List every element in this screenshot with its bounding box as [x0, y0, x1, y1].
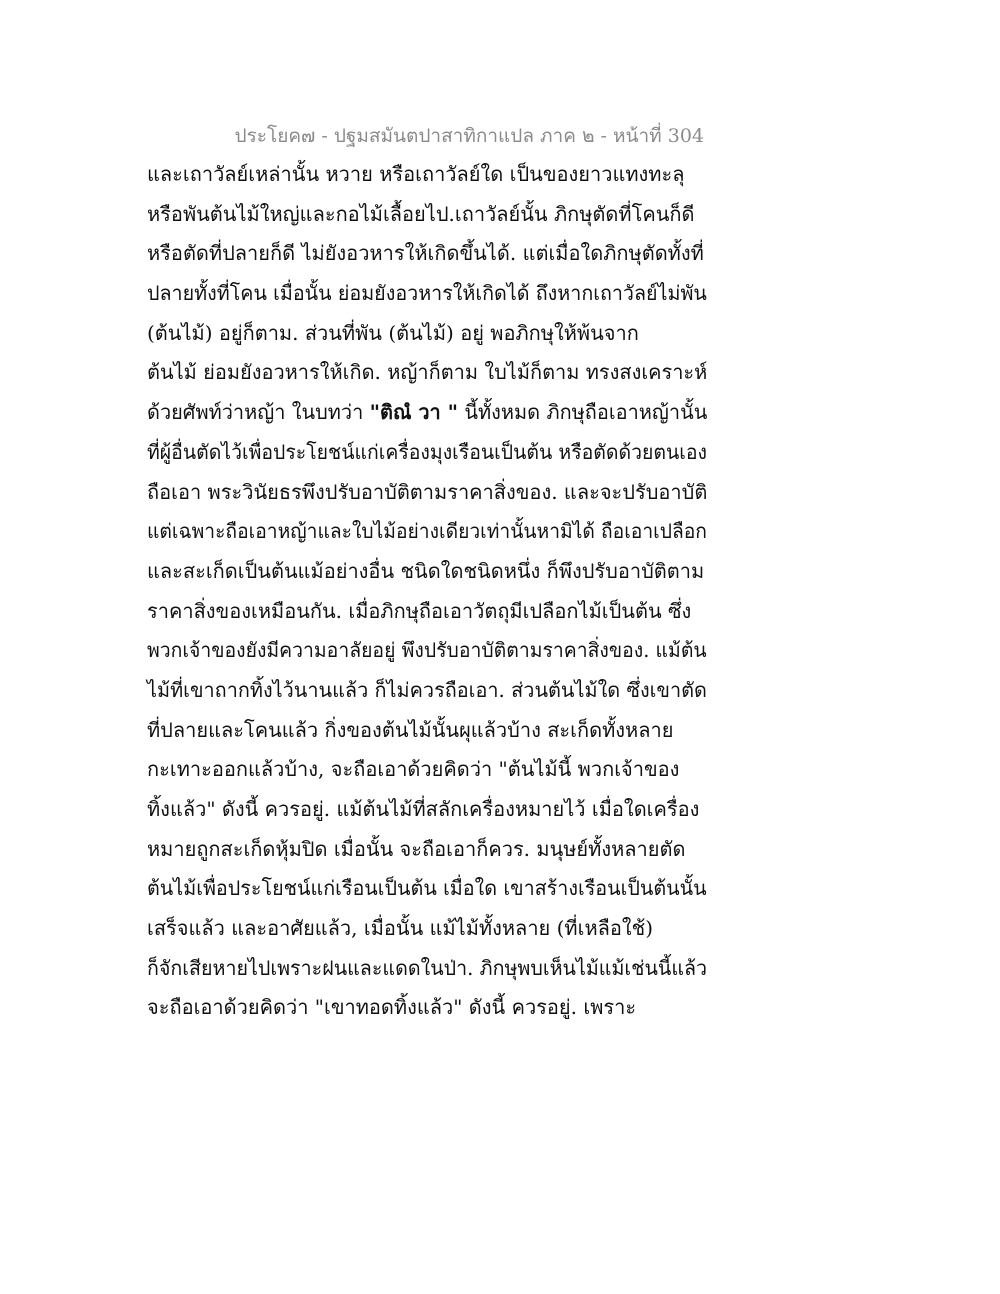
- text-segment: ด้วยศัพท์ว่าหญ้า ในบทว่า: [147, 400, 370, 425]
- text-line: ก็จักเสียหายไปเพราะฝนและแดดในป่า. ภิกษุพบเห็นไม้แม้เช่นนี้แล้ว: [147, 955, 708, 980]
- text-line: แต่เฉพาะถือเอาหญ้าและใบไม้อย่างเดียวเท่านั้นหามิได้ ถือเอาเปลือก: [147, 519, 707, 544]
- text-line: ราคาสิ่งของเหมือนกัน. เมื่อภิกษุถือเอาวัตถุมีเปลือกไม้เป็นต้น ซึ่ง: [147, 598, 692, 623]
- text-line: จะถือเอาด้วยคิดว่า "เขาทอดทิ้งแล้ว" ดังนี้ ควรอยู่. เพราะ: [147, 995, 637, 1020]
- pali-term: "ติณํ วา ": [369, 400, 459, 425]
- text-line: เสร็จแล้ว และอาศัยแล้ว, เมื่อนั้น แม้ไม้ทั้งหลาย (ที่เหลือใช้): [147, 916, 654, 941]
- text-segment: นี้ทั้งหมด ภิกษุถือเอาหญ้านั้น: [458, 400, 708, 425]
- text-line: [147, 393, 708, 433]
- text-line: หรือพันต้นไม้ใหญ่และกอไม้เลื้อยไป.เถาวัลย์นั้น ภิกษุตัดที่โคนก็ดี: [147, 201, 695, 226]
- text-line: ทิ้งแล้ว" ดังนี้ ควรอยู่. แม้ต้นไม้ที่สลักเครื่องหมายไว้ เมื่อใดเครื่อง: [147, 797, 700, 821]
- text-line: หมายถูกสะเก็ดหุ้มปิด เมื่อนั้น จะถือเอาก็ควร. มนุษย์ทั้งหลายตัด: [147, 836, 686, 861]
- text-line: หรือตัดที่ปลายก็ดี ไม่ยังอวหารให้เกิดขึ้นได้. แต่เมื่อใดภิกษุตัดทั้งที่: [147, 241, 704, 266]
- text-line: และเถาวัลย์เหล่านั้น หวาย หรือเถาวัลย์ใด เป็นของยาวแทงทะลุ: [147, 162, 685, 186]
- text-line: ปลายทั้งที่โคน เมื่อนั้น ย่อมยังอวหารให้เกิดได้ ถึงหากเถาวัลย์ไม่พัน: [147, 281, 707, 306]
- body-text: [147, 155, 707, 1028]
- text-line: ต้นไม้ ย่อมยังอวหารให้เกิด. หญ้าก็ตาม ใบไม้ก็ตาม ทรงสงเคราะห์: [147, 360, 708, 385]
- text-line: และสะเก็ดเป็นต้นแม้อย่างอื่น ชนิดใดชนิดหนึ่ง ก็พึงปรับอาบัติตาม: [147, 558, 705, 583]
- text-line: ต้นไม้เพื่อประโยชน์แก่เรือนเป็นต้น เมื่อใด เขาสร้างเรือนเป็นต้นนั้น: [147, 876, 707, 901]
- text-line: ที่ผู้อื่นตัดไว้เพื่อประโยชน์แก่เครื่องมุงเรือนเป็นต้น หรือตัดด้วยตนเอง: [147, 439, 708, 464]
- text-line: ที่ปลายและโคนแล้ว กิ่งของต้นไม้นั้นผุแล้วบ้าง สะเก็ดทั้งหลาย: [147, 717, 674, 742]
- text-line: ถือเอา พระวินัยธรพึงปรับอาบัติตามราคาสิ่งของ. และจะปรับอาบัติ: [147, 479, 708, 504]
- running-head: ประโยค๗ - ปฐมสมันตปาสาทิกาแปล ภาค ๒ - หน้าที่ 304: [234, 125, 704, 147]
- text-line: (ต้นไม้) อยู่ก็ตาม. ส่วนที่พัน (ต้นไม้) อยู่ พอภิกษุให้พ้นจาก: [147, 320, 639, 345]
- text-line: พวกเจ้าของยังมีความอาลัยอยู่ พึงปรับอาบัติตามราคาสิ่งของ. แม้ต้น: [147, 638, 707, 663]
- text-line: กะเทาะออกแล้วบ้าง, จะถือเอาด้วยคิดว่า "ต้นไม้นี้ พวกเจ้าของ: [147, 757, 680, 782]
- text-line: ไม้ที่เขาถากทิ้งไว้นานแล้ว ก็ไม่ควรถือเอา. ส่วนต้นไม้ใด ซึ่งเขาตัด: [147, 677, 707, 702]
